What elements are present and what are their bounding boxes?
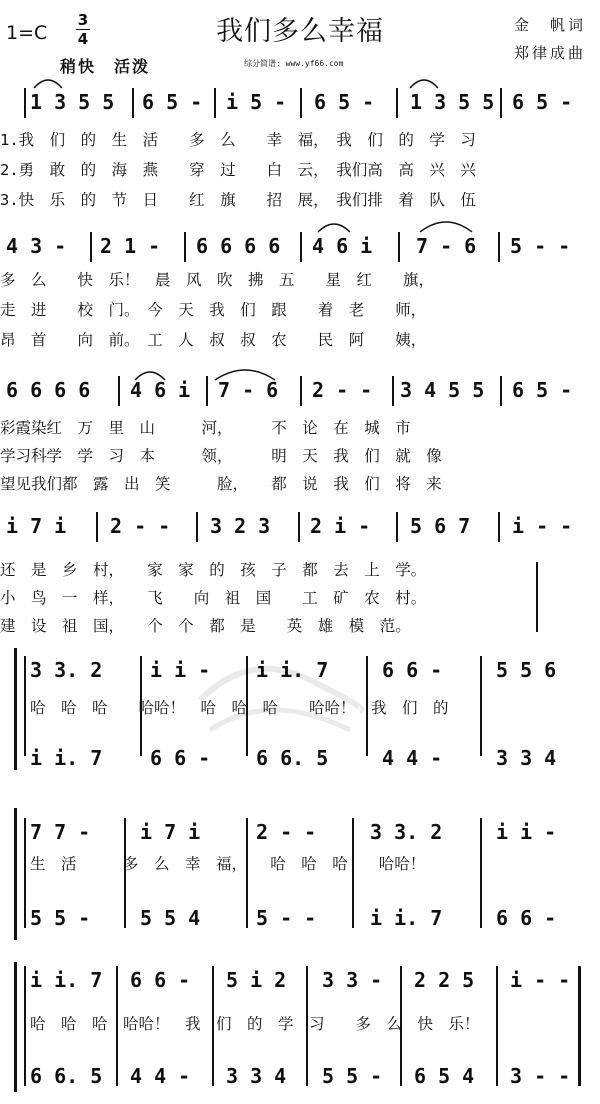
lyric-verse-1: 还 是 乡 村， 家 家 的 孩 子 都 去 上 学。 [0, 561, 427, 579]
measure: i i. 7 [30, 968, 103, 992]
measure: 4 6 i [312, 234, 373, 258]
measure: 3 2 3 [210, 514, 271, 538]
system-4 [0, 512, 600, 635]
measure: 6 5 - [512, 90, 573, 114]
composer-credit: 郑律成曲 [513, 44, 586, 62]
upper-part [0, 818, 600, 846]
measure: 6 6 - [130, 968, 191, 992]
lyric-line: 生 活 多 么 幸 福， 哈 哈 哈 哈哈！ [30, 855, 426, 873]
lyric-verse-2: 走 进 校 门。 今 天 我 们 跟 着 老 师， [0, 301, 427, 319]
slur-2 [410, 80, 438, 88]
measure: 3 3 4 [226, 1064, 287, 1088]
meter-top: 3 [77, 11, 89, 29]
measure: 4 3 - [6, 234, 67, 258]
lyric-line: 哈 哈 哈 哈哈！ 哈 哈 哈 哈哈！ 我 们 的 [30, 699, 449, 717]
lyric-verse-2: 学习科学 学 习 本 领， 明 天 我 们 就 像 [0, 447, 442, 465]
measure: 6 6 - [382, 658, 443, 682]
lyric-verse-1: 彩霞染红 万 里 山 河， 不 论 在 城 市 [0, 419, 411, 437]
measure: 3 4 5 5 [400, 378, 485, 402]
measure: i i. 7 [30, 746, 103, 770]
lyricist-credit: 金 帆词 [513, 16, 586, 34]
measure: 6 5 - [512, 378, 573, 402]
measure: 5 i 2 [226, 968, 287, 992]
measure: 5 5 - [30, 906, 91, 930]
notes-row [0, 512, 600, 540]
measure: 5 5 - [322, 1064, 383, 1088]
measure: 1 3 5 5 [410, 90, 495, 114]
measure: i i. 7 [256, 658, 329, 682]
measure: 3 3. 2 [30, 658, 103, 682]
measure: 2 - - [312, 378, 373, 402]
measure: 7 - 6 [416, 234, 477, 258]
measure: 3 - - [510, 1064, 571, 1088]
measure: 3 3. 2 [370, 820, 443, 844]
measure: 5 - - [510, 234, 571, 258]
measure: 2 - - [110, 514, 171, 538]
slur-3 [318, 224, 350, 232]
lyric-verse-3: 3.快 乐 的 节 日 红 旗 招 展， 我们排 着 队 伍 [0, 191, 476, 209]
measure: i 5 - [226, 90, 287, 114]
measure: 6 6 - [150, 746, 211, 770]
lyric-verse-3: 昂 首 向 前。 工 人 叔 叔 农 民 阿 姨， [0, 331, 427, 349]
measure: 6 6 - [496, 906, 557, 930]
measure: i 7 i [6, 514, 67, 538]
system-7 [0, 966, 600, 1086]
lyric-verse-2: 2.勇 敢 的 海 燕 穿 过 白 云， 我们高 高 兴 兴 [0, 161, 476, 179]
measure: 1 3 5 5 [30, 90, 115, 114]
lower-part [0, 904, 600, 932]
meter-bottom: 4 [77, 30, 89, 48]
measure: 4 4 - [130, 1064, 191, 1088]
measure: 2 1 - [100, 234, 161, 258]
measure: 3 3 - [322, 968, 383, 992]
measure: i - - [512, 514, 573, 538]
measure: i 7 i [140, 820, 201, 844]
upper-part [0, 966, 600, 994]
measure: 6 5 4 [414, 1064, 475, 1088]
measure: 6 6 6 6 [6, 378, 91, 402]
measure: 6 6. 5 [30, 1064, 103, 1088]
song-title: 我们多么幸福 [216, 16, 384, 47]
measure: 2 i - [310, 514, 371, 538]
measure: 5 5 6 [496, 658, 557, 682]
lower-part [0, 1062, 600, 1090]
measure: 2 - - [256, 820, 317, 844]
measure: 7 7 - [30, 820, 91, 844]
measure: 6 5 - [142, 90, 203, 114]
measure: i i. 7 [370, 906, 443, 930]
lyric-verse-1: 1.我 们 的 生 活 多 么 幸 福， 我 们 的 学 习 [0, 131, 476, 149]
slur-1 [34, 80, 62, 88]
measure: 6 6 6 6 [196, 234, 281, 258]
lyric-verse-3: 望见我们都 露 出 笑 脸， 都 说 我 们 将 来 [0, 475, 442, 493]
lyric-verse-1: 多 么 快 乐！ 晨 风 吹 拂 五 星 红 旗， [0, 271, 435, 289]
source-site: 综分简谱: www.yf66.com [244, 59, 344, 68]
key-signature: 1=C [6, 22, 48, 44]
measure: 5 6 7 [410, 514, 471, 538]
system-2 [0, 232, 600, 352]
measure: 6 6. 5 [256, 746, 329, 770]
measure: 4 6 i [130, 378, 191, 402]
measure: 2 2 5 [414, 968, 475, 992]
measure: i i - [496, 820, 557, 844]
measure: 3 3 4 [496, 746, 557, 770]
lyric-line: 哈 哈 哈 哈哈！ 我 们 的 学 习 多 么 快 乐！ [30, 1015, 480, 1033]
lyric-verse-2: 小 鸟 一 样， 飞 向 祖 国 工 矿 农 村。 [0, 589, 427, 607]
measure: i i - [150, 658, 211, 682]
watermark-logo [190, 640, 370, 750]
measure: 4 4 - [382, 746, 443, 770]
lyric-verse-3: 建 设 祖 国， 个 个 都 是 英 雄 模 范。 [0, 617, 411, 635]
slur-4 [420, 222, 472, 232]
measure: 5 5 4 [140, 906, 201, 930]
system-3 [0, 376, 600, 496]
measure: i - - [510, 968, 571, 992]
measure: 7 - 6 [218, 378, 279, 402]
system-1 [0, 88, 600, 208]
measure: 5 - - [256, 906, 317, 930]
system-6 [0, 818, 600, 938]
tempo-marking: 稍快 活泼 [60, 57, 151, 76]
measure: 6 5 - [314, 90, 375, 114]
